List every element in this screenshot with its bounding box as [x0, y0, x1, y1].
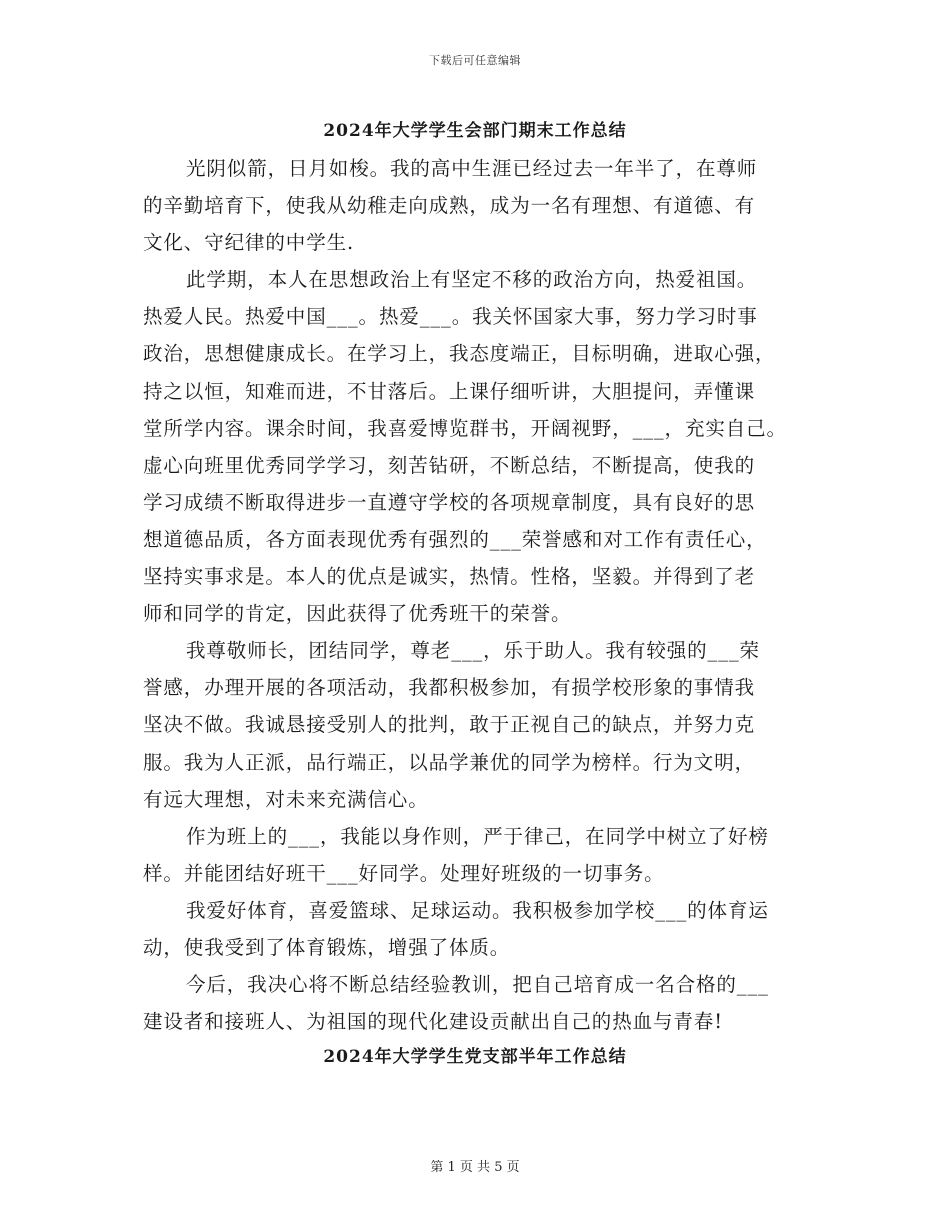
document-body	[143, 150, 823, 1040]
paragraph-line: 热爱人民。热爱中国___。热爱___。我关怀国家大事，努力学习时事	[143, 305, 758, 329]
paragraph-line: 光阴似箭，日月如梭。我的高中生涯已经过去一年半了，在尊师	[186, 157, 758, 180]
paragraph-line: 师和同学的肯定，因此获得了优秀班干的荣誉。	[143, 602, 572, 626]
paragraph-line: 持之以恒，知难而进，不甘落后。上课仔细听讲，大胆提问，弄懂课	[143, 379, 756, 403]
paragraph-line: 作为班上的___，我能以身作则，严于律己，在同学中树立了好榜	[186, 824, 769, 848]
paragraph-line: 堂所学内容。课余时间，我喜爱博览群书，开阔视野，___，充实自己。	[143, 416, 787, 440]
paragraph-line: 的辛勤培育下，使我从幼稚走向成熟，成为一名有理想、有道德、有	[143, 194, 756, 218]
paragraph-line: 学习成绩不断取得进步一直遵守学校的各项规章制度，具有良好的思	[143, 490, 756, 514]
paragraph-line: 坚持实事求是。本人的优点是诚实，热情。性格，坚毅。并得到了老	[143, 565, 756, 589]
paragraph-line: 服。我为人正派，品行端正，以品学兼优的同学为榜样。行为文明，	[143, 750, 756, 774]
paragraph-line: 我爱好体育，喜爱篮球、足球运动。我积极参加学校___的体育运	[186, 898, 769, 922]
paragraph-line: 此学期，本人在思想政治上有坚定不移的政治方向，热爱祖国。	[186, 268, 758, 292]
paragraph-line: 文化、守纪律的中学生.	[143, 231, 355, 255]
document-title: 2024年大学学生会部门期末工作总结	[323, 121, 627, 141]
paragraph-line: 坚决不做。我诚恳接受别人的批判，敢于正视自己的缺点，并努力克	[143, 713, 756, 737]
paragraph-line: 誉感，办理开展的各项活动，我都积极参加，有损学校形象的事情我	[143, 676, 756, 700]
paragraph-line: 动，使我受到了体育锻炼，增强了体质。	[143, 935, 511, 959]
paragraph-line: 我尊敬师长，团结同学，尊老___，乐于助人。我有较强的___荣	[186, 639, 760, 663]
paragraph-line: 样。并能团结好班干___好同学。处理好班级的一切事务。	[143, 861, 665, 885]
paragraph-line: 想道德品质，各方面表现优秀有强烈的___荣誉感和对工作有责任心，	[143, 527, 767, 551]
paragraph-line: 建设者和接班人、为祖国的现代化建设贡献出自己的热血与青春!	[143, 1010, 723, 1034]
page-number-footer: 第 1 页 共 5 页	[430, 1160, 520, 1175]
page-header-note: 下载后可任意编辑	[429, 54, 521, 67]
next-section-title: 2024年大学学生党支部半年工作总结	[323, 1047, 627, 1067]
paragraph-line: 有远大理想，对未来充满信心。	[143, 787, 429, 811]
paragraph-line: 今后，我决心将不断总结经验教训，把自己培育成一名合格的___	[186, 973, 769, 997]
paragraph-line: 政治，思想健康成长。在学习上，我态度端正，目标明确，进取心强，	[143, 342, 776, 366]
paragraph-line: 虚心向班里优秀同学学习，刻苦钻研，不断总结，不断提高，使我的	[143, 453, 756, 477]
